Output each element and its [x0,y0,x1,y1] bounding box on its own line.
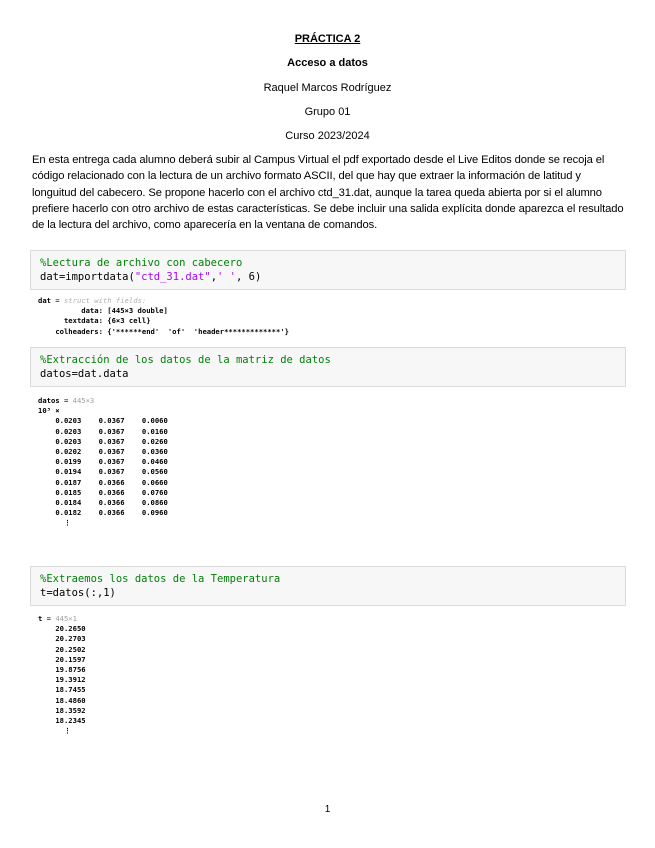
matrix-cell: 0.0202 [55,447,82,457]
course-label: Curso 2023/2024 [285,130,370,142]
code-comment: %Extraemos los datos de la Temperatura [40,573,281,585]
struct-field-value: {'******end' 'of' 'header*************'} [107,326,289,336]
matrix-cell: 0.0660 [141,477,168,487]
document-subtitle: Acceso a datos [287,57,368,69]
output-varname: datos [38,396,60,405]
code-text: t=datos(:,1) [40,587,116,599]
page-number: 1 [324,804,331,815]
output-struct-desc: struct with fields: [63,296,147,305]
matrix-cell: 0.0760 [141,487,168,497]
matrix-cell: 0.0366 [98,508,125,518]
matrix-cell: 0.0203 [55,436,82,446]
vector-value: 20.2650 [55,624,86,634]
output-equals: = [50,296,64,305]
matrix-cell: 0.0367 [98,467,125,477]
group-label: Grupo 01 [304,106,351,118]
matrix-cell: 0.0194 [55,467,82,477]
matrix-cell: 0.0185 [55,487,82,497]
vector-value: 18.2345 [55,716,86,726]
matrix-cell: 0.0260 [141,436,168,446]
struct-field-name: data [81,306,99,316]
output-dims: 445×3 [72,396,95,405]
matrix-cell: 0.0199 [55,457,82,467]
output-varname: t [38,614,43,623]
code-comment: %Extracción de los datos de la matriz de datos [40,354,331,366]
matrix-cell: 0.0860 [141,498,168,508]
output-equals: = [59,396,73,405]
vector-value: 20.2502 [55,644,86,654]
matrix-cell: 0.0367 [98,447,125,457]
output-scale: 10³ × [38,406,60,416]
matrix-cell: 0.0367 [98,457,125,467]
matrix-cell: 0.0360 [141,447,168,457]
matrix-cell: 0.0203 [55,426,82,436]
vector-value: 18.3592 [55,705,86,715]
code-block-extract[interactable] [30,347,626,387]
output-struct: dat = struct with fields: data: [445×3 double] textdata: {6×3 cell} colheaders: {'******end' 'of' 'header*************'} [38,296,289,336]
matrix-cell: 0.0366 [98,487,125,497]
matrix-cell: 0.0460 [141,457,168,467]
matrix-cell: 0.0187 [55,477,82,487]
output-equals: = [42,614,56,623]
output-dims: 445×1 [55,614,77,623]
output-datos [38,396,168,529]
vector-value: 20.1597 [55,654,86,664]
intro-paragraph: En esta entrega cada alumno deberá subir al Campus Virtual el pdf exportado desde el Live Editos donde se recoja el código relacionado con la lectura de un archivo formato ASCII, del que hay que extraer la información de latitud y longuitud del cabecero. Se propone hacerlo con el archivo ctd_31.dat, aunque la tarea queda abierta por si el alumno prefiere hacerlo con otro archivo de estas características. Se debe incluir una salida explícita donde aparezca el resultado de la lectura del archivo, como aparecería en la ventana de comandos. [32,154,624,232]
code-block-temperature[interactable] [30,566,626,606]
matrix-cell: 0.0160 [141,426,168,436]
vector-value: 19.8756 [55,665,86,675]
matrix-cell: 0.0960 [141,508,168,518]
struct-field-value: [445×3 double] [107,306,168,316]
matrix-cell: 0.0184 [55,498,82,508]
struct-field-value: {6×3 cell} [107,316,151,326]
output-varname: dat [38,296,51,305]
struct-field-name: textdata [63,316,99,326]
ellipsis: ⋮ [63,726,72,736]
output-temperature [38,614,86,736]
document-title: PRÁCTICA 2 [294,33,361,45]
ellipsis: ⋮ [63,518,72,528]
vector-value: 19.3912 [55,675,86,685]
vector-value: 20.2703 [55,634,86,644]
matrix-cell: 0.0366 [98,477,125,487]
matrix-cell: 0.0367 [98,426,125,436]
matrix-cell: 0.0560 [141,467,168,477]
author-name: Raquel Marcos Rodríguez [263,82,392,94]
matrix-cell: 0.0203 [55,416,82,426]
code-text: datos=dat.data [40,368,129,380]
matrix-cell: 0.0060 [141,416,168,426]
code-text: dat=importdata( [40,271,135,283]
code-comment: %Lectura de archivo con cabecero [40,257,243,269]
matrix-cell: 0.0367 [98,436,125,446]
struct-field-name: colheaders [55,326,99,336]
code-string: ' ' [217,271,236,283]
code-text: , 6) [235,271,262,283]
vector-value: 18.7455 [55,685,86,695]
code-string: "ctd_31.dat" [134,271,211,283]
matrix-cell: 0.0182 [55,508,82,518]
code-block-import[interactable] [30,250,626,290]
matrix-cell: 0.0367 [98,416,125,426]
vector-value: 18.4860 [55,695,86,705]
matrix-cell: 0.0366 [98,498,125,508]
code-text: , [210,271,218,283]
